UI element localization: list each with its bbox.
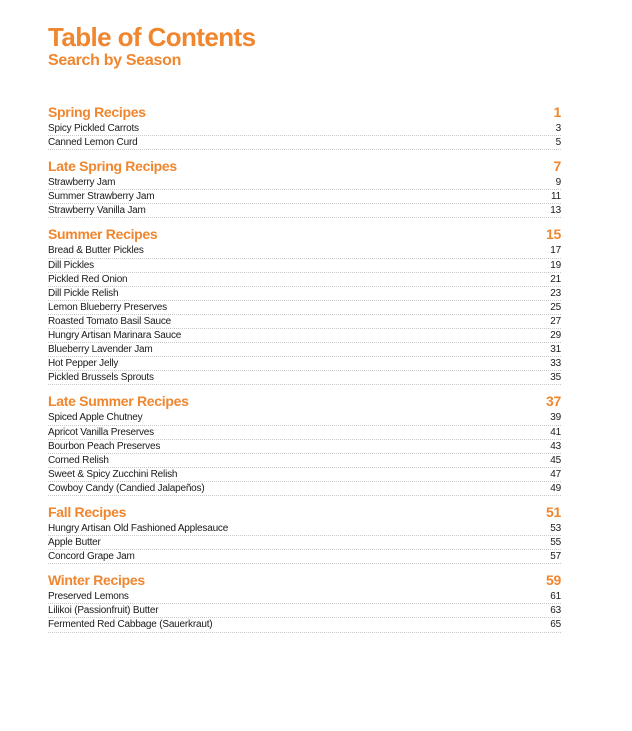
entry-name: Apple Butter (48, 537, 101, 549)
entry-page-number: 29 (550, 330, 561, 342)
entry-page-number: 41 (550, 426, 561, 438)
section-title: Late Summer Recipes (48, 393, 189, 410)
entry-name: Lemon Blueberry Preserves (48, 301, 167, 313)
entry-page-number: 35 (550, 372, 561, 384)
section-title: Winter Recipes (48, 572, 145, 589)
toc-entry[interactable] (48, 259, 561, 273)
section-title: Spring Recipes (48, 104, 146, 120)
entry-name: Concord Grape Jam (48, 551, 135, 563)
entry-page-number: 13 (550, 205, 561, 217)
toc-entry[interactable] (48, 315, 561, 329)
entry-page-number: 53 (550, 522, 561, 534)
entry-name: Apricot Vanilla Preserves (48, 426, 154, 438)
entry-name: Bourbon Peach Preserves (48, 440, 161, 452)
entry-name: Strawberry Vanilla Jam (48, 205, 146, 217)
entry-page-number: 21 (550, 273, 561, 285)
section-title: Summer Recipes (48, 226, 158, 243)
section-heading[interactable] (48, 103, 561, 122)
toc-entry[interactable] (48, 590, 561, 604)
entry-page-number: 17 (550, 245, 561, 257)
toc-entry[interactable] (48, 468, 561, 482)
toc-entry[interactable] (48, 204, 561, 218)
toc-container (48, 22, 561, 631)
entry-page-number: 27 (550, 315, 561, 327)
toc-list (48, 103, 561, 640)
toc-entry[interactable] (48, 244, 561, 258)
section-heading[interactable] (48, 392, 561, 411)
entry-page-number: 9 (555, 177, 561, 189)
entry-name: Canned Lemon Curd (48, 137, 138, 149)
entry-name: Roasted Tomato Basil Sauce (48, 315, 172, 327)
toc-entry[interactable] (48, 287, 561, 301)
entry-page-number: 19 (550, 259, 561, 271)
entry-name: Lilikoi (Passionfruit) Butter (48, 605, 159, 617)
toc-entry[interactable] (48, 301, 561, 315)
entry-name: Dill Pickle Relish (48, 287, 119, 299)
toc-entry[interactable] (48, 604, 561, 618)
entry-name: Sweet & Spicy Zucchini Relish (48, 468, 178, 480)
section-page-number: 15 (546, 226, 561, 243)
section-heading[interactable] (48, 571, 561, 590)
toc-entry[interactable] (48, 273, 561, 287)
entry-name: Bread & Butter Pickles (48, 245, 144, 257)
entry-name: Summer Strawberry Jam (48, 191, 155, 203)
toc-section (48, 103, 561, 150)
entry-name: Fermented Red Cabbage (Sauerkraut) (48, 619, 213, 631)
toc-entry[interactable] (48, 371, 561, 385)
entry-page-number: 47 (550, 468, 561, 480)
section-heading[interactable] (48, 503, 561, 522)
section-heading[interactable] (48, 225, 561, 244)
toc-entry[interactable] (48, 122, 561, 136)
entry-page-number: 31 (550, 344, 561, 356)
section-page-number: 59 (546, 572, 561, 589)
section-page-number: 37 (546, 393, 561, 410)
entry-page-number: 25 (550, 301, 561, 313)
entry-page-number: 23 (550, 287, 561, 299)
entry-page-number: 49 (550, 482, 561, 494)
entry-name: Hot Pepper Jelly (48, 358, 119, 370)
entry-page-number: 33 (550, 358, 561, 370)
page-title: Table of Contents (48, 22, 256, 52)
toc-entry[interactable] (48, 343, 561, 357)
section-page-number: 51 (546, 503, 561, 520)
entry-page-number: 3 (555, 123, 561, 134)
entry-name: Dill Pickles (48, 259, 94, 271)
entry-page-number: 61 (550, 591, 561, 603)
toc-entry[interactable] (48, 550, 561, 564)
section-title: Fall Recipes (48, 503, 127, 520)
entry-page-number: 5 (555, 137, 561, 149)
entry-page-number: 11 (551, 191, 561, 203)
section-page-number: 7 (553, 158, 561, 175)
entry-page-number: 45 (550, 454, 561, 466)
entry-name: Hungry Artisan Old Fashioned Applesauce (48, 522, 229, 534)
toc-entry[interactable] (48, 482, 561, 496)
entry-name: Pickled Brussels Sprouts (48, 372, 154, 384)
entry-name: Blueberry Lavender Jam (48, 344, 153, 356)
toc-entry[interactable] (48, 176, 561, 190)
entry-page-number: 57 (550, 551, 561, 563)
toc-section (48, 392, 561, 496)
section-page-number: 1 (553, 104, 561, 120)
toc-entry[interactable] (48, 536, 561, 550)
toc-section (48, 225, 561, 385)
toc-entry[interactable] (48, 618, 561, 632)
entry-name: Corned Relish (48, 454, 109, 466)
toc-entry[interactable] (48, 440, 561, 454)
entry-page-number: 55 (550, 537, 561, 549)
section-heading[interactable] (48, 157, 561, 176)
entry-name: Spicy Pickled Carrots (48, 123, 139, 134)
entry-name: Spiced Apple Chutney (48, 412, 143, 424)
page-subtitle: Search by Season (48, 52, 182, 69)
toc-entry[interactable] (48, 190, 561, 204)
toc-entry[interactable] (48, 426, 561, 440)
entry-page-number: 39 (550, 412, 561, 424)
toc-entry[interactable] (48, 136, 561, 150)
entry-name: Cowboy Candy (Candied Jalapeños) (48, 482, 205, 494)
toc-section (48, 503, 561, 564)
section-title: Late Spring Recipes (48, 158, 177, 175)
entry-name: Strawberry Jam (48, 177, 116, 189)
entry-name: Pickled Red Onion (48, 273, 128, 285)
toc-section (48, 157, 561, 218)
toc-entry[interactable] (48, 454, 561, 468)
entry-page-number: 65 (550, 619, 561, 631)
toc-section (48, 571, 561, 632)
entry-name: Hungry Artisan Marinara Sauce (48, 330, 182, 342)
toc-entry[interactable] (48, 329, 561, 343)
entry-page-number: 63 (550, 605, 561, 617)
toc-entry[interactable] (48, 411, 561, 425)
entry-name: Preserved Lemons (48, 591, 129, 603)
toc-entry[interactable] (48, 522, 561, 536)
entry-page-number: 43 (550, 440, 561, 452)
toc-entry[interactable] (48, 357, 561, 371)
